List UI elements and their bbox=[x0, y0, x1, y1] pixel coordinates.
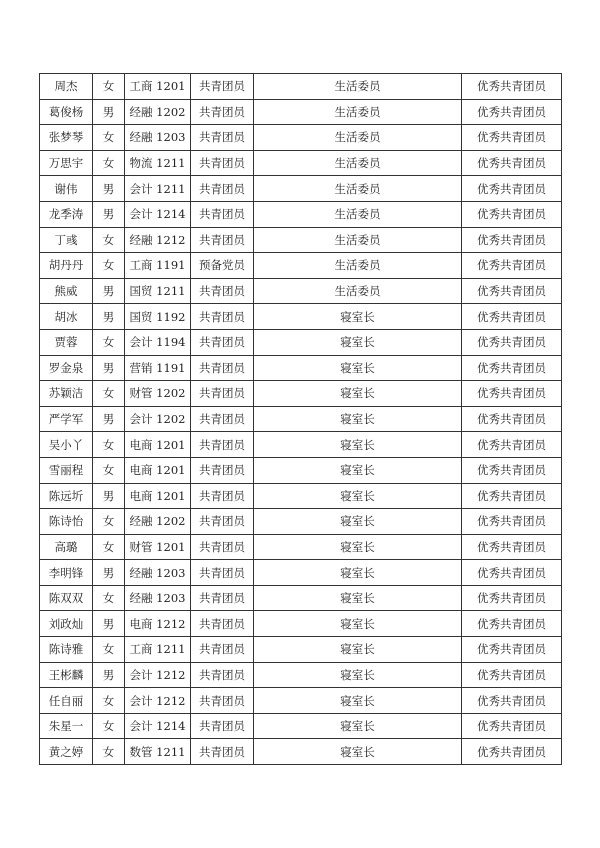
award-cell: 优秀共青团员 bbox=[462, 457, 562, 483]
position-cell: 寝室长 bbox=[254, 406, 462, 432]
name-cell: 胡丹丹 bbox=[40, 253, 93, 279]
table-row bbox=[40, 99, 562, 125]
class-cell: 经融 1203 bbox=[125, 125, 191, 151]
gender-cell: 女 bbox=[93, 585, 125, 611]
name-cell: 高璐 bbox=[40, 534, 93, 560]
table-row bbox=[40, 509, 562, 535]
table-row bbox=[40, 74, 562, 100]
gender-cell: 男 bbox=[93, 560, 125, 586]
award-cell: 优秀共青团员 bbox=[462, 432, 562, 458]
position-cell: 寝室长 bbox=[254, 432, 462, 458]
name-cell: 陈诗雅 bbox=[40, 637, 93, 663]
political-status-cell: 共青团员 bbox=[191, 329, 254, 355]
political-status-cell: 共青团员 bbox=[191, 585, 254, 611]
gender-cell: 女 bbox=[93, 253, 125, 279]
award-cell: 优秀共青团员 bbox=[462, 611, 562, 637]
political-status-cell: 预备党员 bbox=[191, 253, 254, 279]
gender-cell: 女 bbox=[93, 457, 125, 483]
class-cell: 会计 1211 bbox=[125, 176, 191, 202]
gender-cell: 女 bbox=[93, 688, 125, 714]
class-cell: 会计 1214 bbox=[125, 713, 191, 739]
gender-cell: 女 bbox=[93, 125, 125, 151]
gender-cell: 女 bbox=[93, 534, 125, 560]
political-status-cell: 共青团员 bbox=[191, 99, 254, 125]
name-cell: 陈诗怡 bbox=[40, 509, 93, 535]
award-cell: 优秀共青团员 bbox=[462, 637, 562, 663]
gender-cell: 女 bbox=[93, 509, 125, 535]
gender-cell: 女 bbox=[93, 150, 125, 176]
table-row bbox=[40, 406, 562, 432]
political-status-cell: 共青团员 bbox=[191, 739, 254, 765]
award-cell: 优秀共青团员 bbox=[462, 201, 562, 227]
award-cell: 优秀共青团员 bbox=[462, 406, 562, 432]
position-cell: 寝室长 bbox=[254, 355, 462, 381]
position-cell: 寝室长 bbox=[254, 688, 462, 714]
position-cell: 生活委员 bbox=[254, 99, 462, 125]
name-cell: 陈远圻 bbox=[40, 483, 93, 509]
position-cell: 生活委员 bbox=[254, 201, 462, 227]
position-cell: 生活委员 bbox=[254, 176, 462, 202]
political-status-cell: 共青团员 bbox=[191, 688, 254, 714]
political-status-cell: 共青团员 bbox=[191, 125, 254, 151]
gender-cell: 男 bbox=[93, 611, 125, 637]
table-row bbox=[40, 278, 562, 304]
gender-cell: 女 bbox=[93, 329, 125, 355]
class-cell: 财管 1201 bbox=[125, 534, 191, 560]
award-cell: 优秀共青团员 bbox=[462, 713, 562, 739]
position-cell: 寝室长 bbox=[254, 611, 462, 637]
table-row bbox=[40, 125, 562, 151]
position-cell: 寝室长 bbox=[254, 534, 462, 560]
table-row bbox=[40, 457, 562, 483]
table-row bbox=[40, 176, 562, 202]
class-cell: 国贸 1211 bbox=[125, 278, 191, 304]
gender-cell: 女 bbox=[93, 381, 125, 407]
class-cell: 电商 1201 bbox=[125, 483, 191, 509]
name-cell: 雪丽程 bbox=[40, 457, 93, 483]
name-cell: 陈双双 bbox=[40, 585, 93, 611]
political-status-cell: 共青团员 bbox=[191, 150, 254, 176]
award-cell: 优秀共青团员 bbox=[462, 534, 562, 560]
name-cell: 丁彧 bbox=[40, 227, 93, 253]
award-cell: 优秀共青团员 bbox=[462, 509, 562, 535]
class-cell: 工商 1201 bbox=[125, 74, 191, 100]
table-row bbox=[40, 637, 562, 663]
political-status-cell: 共青团员 bbox=[191, 278, 254, 304]
position-cell: 生活委员 bbox=[254, 278, 462, 304]
position-cell: 寝室长 bbox=[254, 713, 462, 739]
gender-cell: 女 bbox=[93, 739, 125, 765]
position-cell: 寝室长 bbox=[254, 739, 462, 765]
award-cell: 优秀共青团员 bbox=[462, 483, 562, 509]
award-cell: 优秀共青团员 bbox=[462, 125, 562, 151]
table-row bbox=[40, 662, 562, 688]
political-status-cell: 共青团员 bbox=[191, 713, 254, 739]
name-cell: 葛俊杨 bbox=[40, 99, 93, 125]
political-status-cell: 共青团员 bbox=[191, 509, 254, 535]
award-cell: 优秀共青团员 bbox=[462, 253, 562, 279]
gender-cell: 女 bbox=[93, 637, 125, 663]
name-cell: 黄之婷 bbox=[40, 739, 93, 765]
position-cell: 寝室长 bbox=[254, 483, 462, 509]
class-cell: 国贸 1192 bbox=[125, 304, 191, 330]
class-cell: 会计 1212 bbox=[125, 662, 191, 688]
award-cell: 优秀共青团员 bbox=[462, 74, 562, 100]
class-cell: 经融 1203 bbox=[125, 585, 191, 611]
award-cell: 优秀共青团员 bbox=[462, 585, 562, 611]
position-cell: 生活委员 bbox=[254, 74, 462, 100]
table-row bbox=[40, 534, 562, 560]
name-cell: 刘政灿 bbox=[40, 611, 93, 637]
name-cell: 龙季涛 bbox=[40, 201, 93, 227]
name-cell: 罗金泉 bbox=[40, 355, 93, 381]
gender-cell: 男 bbox=[93, 355, 125, 381]
table-row bbox=[40, 150, 562, 176]
gender-cell: 男 bbox=[93, 278, 125, 304]
position-cell: 寝室长 bbox=[254, 304, 462, 330]
name-cell: 熊威 bbox=[40, 278, 93, 304]
political-status-cell: 共青团员 bbox=[191, 304, 254, 330]
class-cell: 电商 1212 bbox=[125, 611, 191, 637]
name-cell: 吴小丫 bbox=[40, 432, 93, 458]
award-cell: 优秀共青团员 bbox=[462, 99, 562, 125]
class-cell: 经融 1202 bbox=[125, 99, 191, 125]
political-status-cell: 共青团员 bbox=[191, 74, 254, 100]
position-cell: 寝室长 bbox=[254, 585, 462, 611]
political-status-cell: 共青团员 bbox=[191, 457, 254, 483]
table-row bbox=[40, 329, 562, 355]
name-cell: 张梦琴 bbox=[40, 125, 93, 151]
table-row bbox=[40, 432, 562, 458]
class-cell: 经融 1202 bbox=[125, 509, 191, 535]
table-row bbox=[40, 355, 562, 381]
name-cell: 严学军 bbox=[40, 406, 93, 432]
award-cell: 优秀共青团员 bbox=[462, 304, 562, 330]
position-cell: 寝室长 bbox=[254, 637, 462, 663]
name-cell: 任自丽 bbox=[40, 688, 93, 714]
position-cell: 生活委员 bbox=[254, 125, 462, 151]
gender-cell: 女 bbox=[93, 74, 125, 100]
name-cell: 谢伟 bbox=[40, 176, 93, 202]
award-cell: 优秀共青团员 bbox=[462, 662, 562, 688]
political-status-cell: 共青团员 bbox=[191, 483, 254, 509]
table-row bbox=[40, 713, 562, 739]
gender-cell: 男 bbox=[93, 304, 125, 330]
table-row bbox=[40, 253, 562, 279]
gender-cell: 男 bbox=[93, 201, 125, 227]
table-row bbox=[40, 381, 562, 407]
table-row bbox=[40, 304, 562, 330]
name-cell: 王彬麟 bbox=[40, 662, 93, 688]
award-cell: 优秀共青团员 bbox=[462, 176, 562, 202]
political-status-cell: 共青团员 bbox=[191, 201, 254, 227]
name-cell: 胡冰 bbox=[40, 304, 93, 330]
class-cell: 财管 1202 bbox=[125, 381, 191, 407]
award-cell: 优秀共青团员 bbox=[462, 381, 562, 407]
class-cell: 工商 1191 bbox=[125, 253, 191, 279]
class-cell: 数管 1211 bbox=[125, 739, 191, 765]
class-cell: 电商 1201 bbox=[125, 432, 191, 458]
class-cell: 电商 1201 bbox=[125, 457, 191, 483]
class-cell: 经融 1212 bbox=[125, 227, 191, 253]
political-status-cell: 共青团员 bbox=[191, 432, 254, 458]
award-cell: 优秀共青团员 bbox=[462, 560, 562, 586]
gender-cell: 男 bbox=[93, 662, 125, 688]
award-cell: 优秀共青团员 bbox=[462, 278, 562, 304]
position-cell: 生活委员 bbox=[254, 150, 462, 176]
name-cell: 周杰 bbox=[40, 74, 93, 100]
political-status-cell: 共青团员 bbox=[191, 176, 254, 202]
table-row bbox=[40, 201, 562, 227]
table-row bbox=[40, 560, 562, 586]
name-cell: 李明锋 bbox=[40, 560, 93, 586]
political-status-cell: 共青团员 bbox=[191, 611, 254, 637]
gender-cell: 女 bbox=[93, 227, 125, 253]
table-row bbox=[40, 585, 562, 611]
political-status-cell: 共青团员 bbox=[191, 355, 254, 381]
table-row bbox=[40, 227, 562, 253]
position-cell: 寝室长 bbox=[254, 329, 462, 355]
award-cell: 优秀共青团员 bbox=[462, 227, 562, 253]
table-row bbox=[40, 688, 562, 714]
class-cell: 会计 1214 bbox=[125, 201, 191, 227]
table-row bbox=[40, 483, 562, 509]
political-status-cell: 共青团员 bbox=[191, 662, 254, 688]
award-cell: 优秀共青团员 bbox=[462, 739, 562, 765]
gender-cell: 男 bbox=[93, 176, 125, 202]
position-cell: 寝室长 bbox=[254, 381, 462, 407]
position-cell: 寝室长 bbox=[254, 457, 462, 483]
name-cell: 万思宇 bbox=[40, 150, 93, 176]
class-cell: 会计 1194 bbox=[125, 329, 191, 355]
political-status-cell: 共青团员 bbox=[191, 227, 254, 253]
name-cell: 苏颖洁 bbox=[40, 381, 93, 407]
name-cell: 贾蓉 bbox=[40, 329, 93, 355]
political-status-cell: 共青团员 bbox=[191, 534, 254, 560]
gender-cell: 女 bbox=[93, 713, 125, 739]
gender-cell: 女 bbox=[93, 432, 125, 458]
table-row bbox=[40, 611, 562, 637]
position-cell: 生活委员 bbox=[254, 253, 462, 279]
award-cell: 优秀共青团员 bbox=[462, 329, 562, 355]
gender-cell: 男 bbox=[93, 99, 125, 125]
political-status-cell: 共青团员 bbox=[191, 637, 254, 663]
name-cell: 朱星一 bbox=[40, 713, 93, 739]
class-cell: 工商 1211 bbox=[125, 637, 191, 663]
class-cell: 会计 1212 bbox=[125, 688, 191, 714]
class-cell: 营销 1191 bbox=[125, 355, 191, 381]
position-cell: 寝室长 bbox=[254, 509, 462, 535]
gender-cell: 男 bbox=[93, 406, 125, 432]
table-row bbox=[40, 739, 562, 765]
class-cell: 物流 1211 bbox=[125, 150, 191, 176]
political-status-cell: 共青团员 bbox=[191, 406, 254, 432]
table-body bbox=[40, 74, 562, 765]
position-cell: 寝室长 bbox=[254, 662, 462, 688]
class-cell: 经融 1203 bbox=[125, 560, 191, 586]
award-cell: 优秀共青团员 bbox=[462, 688, 562, 714]
award-cell: 优秀共青团员 bbox=[462, 150, 562, 176]
award-cell: 优秀共青团员 bbox=[462, 355, 562, 381]
position-cell: 寝室长 bbox=[254, 560, 462, 586]
position-cell: 生活委员 bbox=[254, 227, 462, 253]
gender-cell: 男 bbox=[93, 483, 125, 509]
political-status-cell: 共青团员 bbox=[191, 560, 254, 586]
class-cell: 会计 1202 bbox=[125, 406, 191, 432]
honor-list-table bbox=[39, 73, 562, 765]
political-status-cell: 共青团员 bbox=[191, 381, 254, 407]
